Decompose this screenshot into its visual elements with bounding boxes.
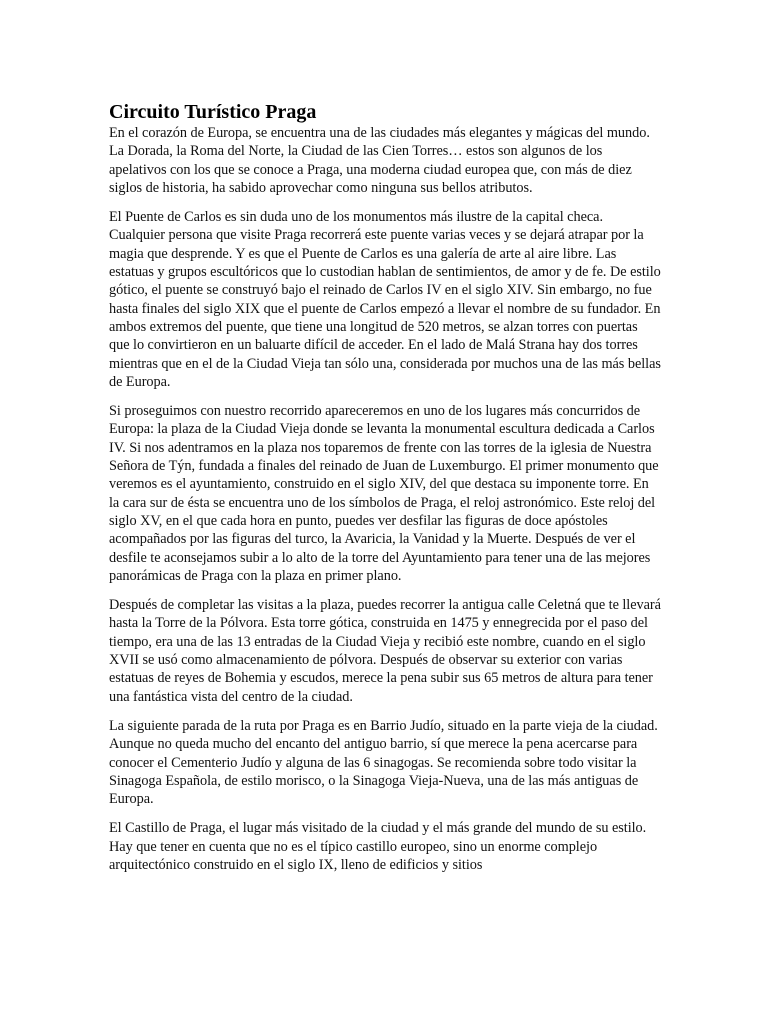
paragraph-ciudad-vieja: Si proseguimos con nuestro recorrido apareceremos en uno de los lugares más concurridos de Europa: la plaza de la Ciudad Vieja donde se levanta la monumental escultura dedicada a Carlos IV. Si nos adentramos en la plaza nos toparemos de frente con las torres de la iglesia de Nuestra Señora de Týn, fundada a finales del reinado de Juan de Luxemburgo. El primer monumento que veremos es el ayuntamiento, construido en el siglo XIV, del que destaca su imponente torre. En la cara sur de ésta se encuentra uno de los símbolos de Praga, el reloj astronómico. Este reloj del siglo XV, en el que cada hora en punto, puedes ver desfilar las figuras de doce apóstoles acompañados por las figuras del turco, la Avaricia, la Vanidad y la Muerte. Después de ver el desfile te aconsejamos subir a lo alto de la torre del Ayuntamiento para tener una de las mejores panorámicas de Praga con la plaza en primer plano. — [109, 403, 659, 584]
document-title: Circuito Turístico Praga — [109, 101, 317, 123]
paragraph-intro: En el corazón de Europa, se encuentra una de las ciudades más elegantes y mágicas del mundo. La Dorada, la Roma del Norte, la Ciudad de las Cien Torres… estos son algunos de los apelativos con los que se conoce a Praga, una moderna ciudad europea que, con más de diez siglos de historia, ha sabido aprovechar como ninguna sus bellos atributos. — [109, 125, 650, 196]
paragraph-puente-carlos: El Puente de Carlos es sin duda uno de los monumentos más ilustre de la capital checa. Cualquier persona que visite Praga recorrerá este puente varias veces y se dejará atrapar por la magia que desprende. Y es que el Puente de Carlos es una galería de arte al aire libre. Las estatuas y grupos escultóricos que lo custodian hablan de sentimientos, de amor y de fe. De estilo gótico, el puente se construyó bajo el reinado de Carlos IV en el siglo XIV. Sin embargo, no fue hasta finales del siglo XIX que el puente de Carlos empezó a llevar el nombre de su fundador. En ambos extremos del puente, que tiene una longitud de 520 metros, se alzan torres con puertas que lo convirtieron en un baluarte difícil de acceder. En el lado de Malá Strana hay dos torres mientras que en el de la Ciudad Vieja tan sólo una, considerada por muchos una de las más bellas de Europa. — [109, 209, 661, 390]
document-page — [109, 100, 661, 885]
paragraph-barrio-judio: La siguiente parada de la ruta por Praga es en Barrio Judío, situado en la parte vieja de la ciudad. Aunque no queda mucho del encanto del antiguo barrio, sí que merece la pena acercarse para conocer el Cementerio Judío y alguna de las 6 sinagogas. Se recomienda sobre todo visitar la Sinagoga Española, de estilo morisco, o la Sinagoga Vieja-Nueva, una de las más antiguas de Europa. — [109, 717, 658, 808]
paragraph-castillo: El Castillo de Praga, el lugar más visitado de la ciudad y el más grande del mundo de su estilo. Hay que tener en cuenta que no es el típico castillo europeo, sino un enorme complejo arquitectónico construido en el siglo IX, lleno de edificios y sitios — [109, 820, 647, 873]
paragraph-torre-polvora: Después de completar las visitas a la plaza, puedes recorrer la antigua calle Celetná que te llevará hasta la Torre de la Pólvora. Esta torre gótica, construida en 1475 y ennegrecida por el paso del tiempo, era una de las 13 entradas de la Ciudad Vieja y recibió este nombre, cuando en el siglo XVII se usó como almacenamiento de pólvora. Después de observar su exterior con varias estatuas de reyes de Bohemia y escudos, merece la pena subir sus 65 metros de altura para tener una fantástica vista del centro de la ciudad. — [109, 597, 661, 705]
